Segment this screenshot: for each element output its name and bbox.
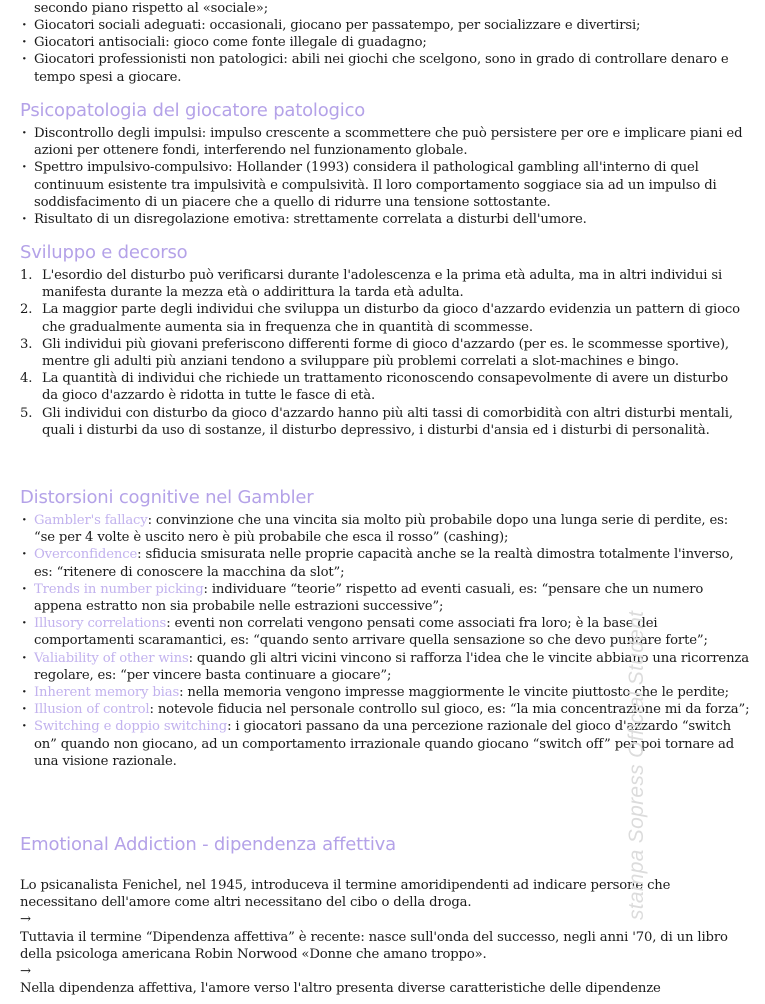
item-text: L'esordio del disturbo può verificarsi durante l'adolescenza e la prima età adulta, ma in altri individui si manifesta durante la mezza età o addirittura la tarda età adulta. [42,268,723,301]
player-types-list [20,17,750,86]
section-heading-distorsioni: Distorsioni cognitive nel Gambler [20,487,314,508]
continuation-text: secondo piano rispetto al «sociale»; [34,1,269,16]
list-item: · Giocatori professionisti non patologici: abili nei giochi che scelgono, sono in grado di controllare denaro e tempo spesi a giocare. [20,51,750,85]
term-description: : individuare “teorie” rispetto ad eventi casuali, es: “pensare che un numero appena estratto non sia probabile nelle estrazioni successive”; [34,581,704,615]
term-label: Gambler's fallacy [34,513,148,528]
sviluppo-list [20,267,748,439]
watermark: stampa Sopress Official Student [625,610,648,920]
list-item: · Giocatori antisociali: gioco come fonte illegale di guadagno; [20,34,750,51]
paragraph: Lo psicanalista Fenichel, nel 1945, introduceva il termine amoridipendenti ad indicare persone che necessitano dell'amore come altri necessitano del cibo o della droga. [20,878,671,911]
term-label: Valiability of other wins [34,650,189,666]
term-label: Switching e doppio switching [34,719,228,735]
list-item [20,336,748,370]
item-text: La quantità di individui che richiede un trattamento riconoscendo consapevolmente di avere un disturbo da gioco d'azzardo è ridotta in tutte le fasce di età. [42,371,729,404]
item-text: La maggior parte degli individui che sviluppa un disturbo da gioco d'azzardo evidenzia un pattern di gioco che gradualmente aumenta sia in frequenza che in quantità di scommesse. [42,302,740,335]
item-number: 1. [20,268,33,283]
list-item [20,546,750,580]
paragraph: Tuttavia il termine “Dipendenza affettiva” è recente: nasce sull'onda del successo, negli anni '70, di un libro della psicologa americana Robin Norwood «Donne che amano troppo». [20,929,728,962]
term-description: : notevole fiducia nel personale controllo sul gioco, es: “la mia concentrazione mi da forza”; [149,702,750,718]
term-label: Inherent memory bias [34,685,180,701]
list-item: · Discontrollo degli impulsi: impulso crescente a scommettere che può persistere per ore e implicare piani ed azioni per ottenere fondi, interferendo nel funzionamento globale. [20,125,750,159]
list-item [20,512,750,546]
term-description: : i giocatori passano da una percezione razionale del gioco d'azzardo “switch on” quando non giocano, ad un comportamento irrazionale quando giocano “switch off” per poi tornare ad una visione razionale. [34,719,735,769]
term-label: Trends in number picking [34,581,204,597]
list-item [20,267,748,301]
list-item [20,405,748,439]
term-description: : nella memoria vengono impresse maggiormente le vincite piuttosto che le perdite; [179,685,729,701]
term-description: : eventi non correlati vengono pensati come associati fra loro; è la base dei comportamenti scaramantici, es: “quando sento arrivare quella sensazione so che devo puntare forte”; [34,616,708,649]
list-item: · Risultato di un disregolazione emotiva: strettamente correlata a disturbi dell'umore. [20,211,750,228]
arrow-icon: → [20,964,31,980]
item-number: 2. [20,302,33,318]
item-number: 4. [20,371,33,387]
item-number: 3. [20,336,33,352]
term-label: Illusion of control [34,702,150,718]
term-label: Overconfidence [34,547,138,563]
term-description: : sfiducia smisurata nelle proprie capacità anche se la realtà dimostra totalmente l'inverso, es: “ritenere di conoscere la macchina da slot”; [34,547,734,580]
term-description: : convinzione che una vincita sia molto più probabile dopo una lunga serie di perdite, es: “se per 4 volte è uscito nero è più probabile che esca il rosso” (cashing); [34,513,729,546]
section-heading-emotional: Emotional Addiction - dipendenza affettiva [20,834,396,855]
arrow-icon: → [20,912,31,928]
section-heading-sviluppo: Sviluppo e decorso [20,242,188,263]
term-label: Illusory correlations [34,616,167,632]
psicopatologia-list [20,125,750,228]
item-text: Gli individui più giovani preferiscono differenti forme di gioco d'azzardo (per es. le scommesse sportive), mentre gli adulti più anziani tendono a sviluppare più problemi correlati a slot-machines e bingo. [42,336,729,370]
term-description: : quando gli altri vicini vincono si rafforza l'idea che le vincite abbiano una ricorrenza regolare, es: “per vincere basta continuare a giocare”; [34,650,749,683]
list-item: · Giocatori sociali adeguati: occasionali, giocano per passatempo, per socializzare e divertirsi; [20,17,750,34]
list-item [20,301,748,335]
item-number: 5. [20,405,33,421]
list-item [20,370,748,404]
item-text: Gli individui con disturbo da gioco d'azzardo hanno più alti tassi di comorbidità con altri disturbi mentali, quali i disturbi da uso di sostanze, il disturbo depressivo, i disturbi d'ansia ed i disturbi di personalità. [42,405,733,438]
list-item: · Spettro impulsivo-compulsivo: Hollander (1993) considera il pathological gambling all'interno di quel continuum esistente tra impulsività e compulsività. Il loro comportamento soggiace sia ad un impulso di soddisfacimento di un piacere che a quello di ridurre una tensione sottostante. [20,159,750,211]
paragraph: Nella dipendenza affettiva, l'amore verso l'altro presenta diverse caratteristiche delle dipendenze [20,981,661,997]
section-heading-psicopatologia: Psicopatologia del giocatore patologico [20,100,366,121]
